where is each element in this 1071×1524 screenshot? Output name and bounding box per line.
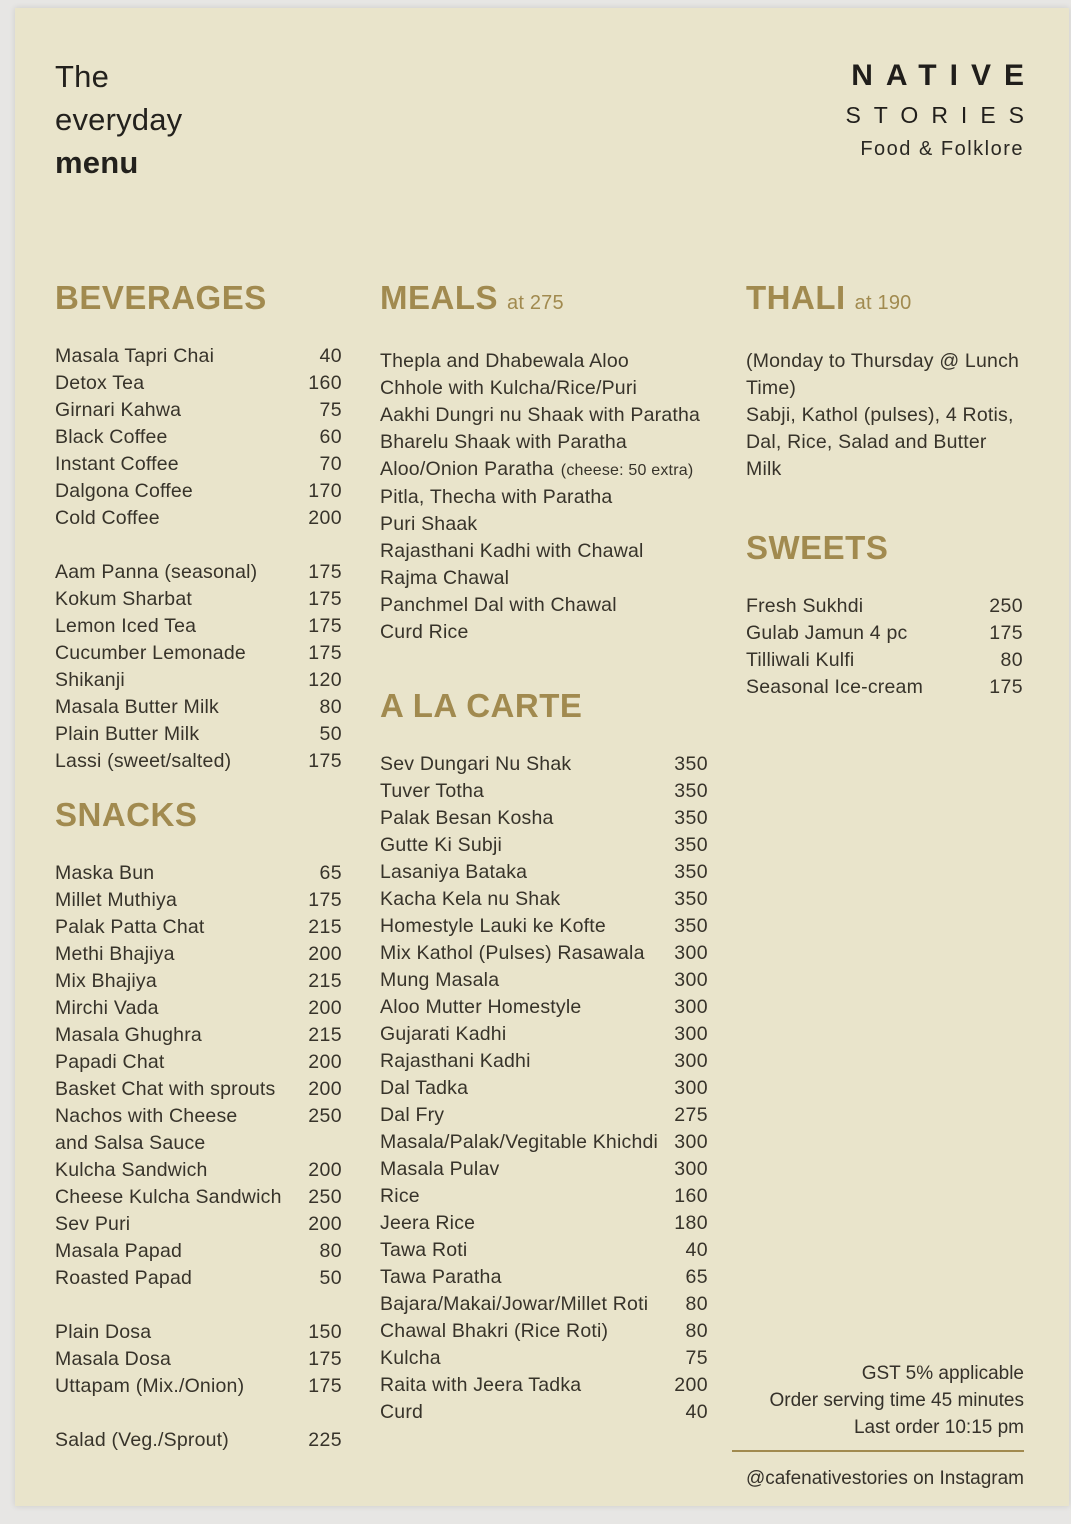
- item-price: 200: [674, 1374, 708, 1396]
- menu-item: [380, 832, 708, 859]
- menu-item: [380, 592, 708, 619]
- item-price: 40: [685, 1239, 708, 1261]
- item-price: 350: [674, 915, 708, 937]
- item-name: Palak Patta Chat: [55, 916, 205, 938]
- menu-item: [55, 914, 342, 941]
- menu-item: [380, 913, 708, 940]
- item-price: 80: [1000, 649, 1023, 671]
- item-name: Lassi (sweet/salted): [55, 750, 232, 772]
- item-name: Basket Chat with sprouts: [55, 1078, 276, 1100]
- section-title-alacarte: A LA CARTE: [380, 687, 583, 724]
- menu-item: [55, 887, 342, 914]
- thali-description-line: Dal, Rice, Salad and Butter Milk: [746, 431, 987, 480]
- item-price: 300: [674, 942, 708, 964]
- thali-description-line: Sabji, Kathol (pulses), 4 Rotis,: [746, 404, 1014, 426]
- section-title-meals: [380, 278, 708, 323]
- menu-item: [55, 370, 342, 397]
- page-header: [55, 55, 1037, 184]
- item-name: Rajasthani Kadhi: [380, 1050, 531, 1072]
- section-title-snacks: SNACKS: [55, 796, 198, 833]
- menu-item: [380, 994, 708, 1021]
- item-name: Plain Butter Milk: [55, 723, 200, 745]
- menu-title-line: The: [55, 59, 110, 94]
- item-price: 50: [319, 723, 342, 745]
- menu-item: [746, 647, 1023, 674]
- menu-item: [55, 1076, 342, 1103]
- item-price: 175: [989, 676, 1023, 698]
- menu-item: [380, 1264, 708, 1291]
- item-name: Chawal Bhakri (Rice Roti): [380, 1320, 609, 1342]
- item-name: Girnari Kahwa: [55, 399, 182, 421]
- brand-tagline: Food & Folklore: [860, 138, 1024, 160]
- item-price: 175: [308, 588, 342, 610]
- item-name: Panchmel Dal with Chawal: [380, 594, 617, 616]
- item-price: 80: [319, 696, 342, 718]
- menu-item: [55, 1022, 342, 1049]
- item-price: 200: [308, 1051, 342, 1073]
- menu-item: [380, 1183, 708, 1210]
- item-name: Rajasthani Kadhi with Chawal: [380, 540, 644, 562]
- item-price: 50: [319, 1267, 342, 1289]
- brand-name-primary: NATIVE: [851, 59, 1037, 92]
- item-price: 75: [685, 1347, 708, 1369]
- item-name: Black Coffee: [55, 426, 168, 448]
- item-price: 175: [308, 615, 342, 637]
- item-price: 300: [674, 1050, 708, 1072]
- menu-item: [380, 1291, 708, 1318]
- menu-item: [746, 674, 1023, 701]
- item-price: 60: [319, 426, 342, 448]
- menu-title-line: everyday: [55, 102, 183, 137]
- menu-item: [55, 1157, 342, 1184]
- menu-item: [380, 348, 708, 375]
- menu-item: [55, 1346, 342, 1373]
- item-name: Lemon Iced Tea: [55, 615, 197, 637]
- item-price: 160: [308, 372, 342, 394]
- menu-item: [746, 593, 1023, 620]
- sweets-list: [746, 593, 1023, 701]
- item-name: Masala/Palak/Vegitable Khichdi: [380, 1131, 659, 1153]
- item-name: Bajara/Makai/Jowar/Millet Roti: [380, 1293, 649, 1315]
- item-price: 175: [308, 642, 342, 664]
- snacks-list-1: [55, 860, 342, 1292]
- item-name: Gujarati Kadhi: [380, 1023, 507, 1045]
- footer-note-line: Last order 10:15 pm: [853, 1417, 1024, 1438]
- item-price: 300: [674, 1077, 708, 1099]
- footer-note-line: GST 5% applicable: [861, 1363, 1024, 1384]
- thali-description-line: (Monday to Thursday @ Lunch Time): [746, 350, 1020, 399]
- menu-item: [380, 967, 708, 994]
- footer-notes: [732, 1360, 1024, 1441]
- item-price: 200: [308, 1159, 342, 1181]
- item-price: 215: [308, 916, 342, 938]
- item-price: 65: [685, 1266, 708, 1288]
- item-name: Tilliwali Kulfi: [746, 649, 855, 671]
- menu-item: [380, 1210, 708, 1237]
- section-title-text: MEALS: [380, 279, 498, 316]
- item-price: 300: [674, 1158, 708, 1180]
- menu-item: [55, 1265, 342, 1292]
- item-name: Aam Panna (seasonal): [55, 561, 258, 583]
- item-price: 350: [674, 807, 708, 829]
- menu-item: [55, 424, 342, 451]
- item-name: Tawa Roti: [380, 1239, 468, 1261]
- menu-item: [55, 478, 342, 505]
- item-name: Mung Masala: [380, 969, 500, 991]
- menu-item: [55, 1211, 342, 1238]
- menu-item: [380, 940, 708, 967]
- section-title-sweets: SWEETS: [746, 529, 889, 566]
- item-name: Mix Bhajiya: [55, 970, 157, 992]
- section-title-text: THALI: [746, 279, 846, 316]
- menu-item: [380, 1129, 708, 1156]
- item-price: 250: [308, 1186, 342, 1208]
- menu-item: [55, 941, 342, 968]
- item-name: Millet Muthiya: [55, 889, 177, 911]
- menu-item: [380, 1102, 708, 1129]
- menu-item: [380, 1399, 708, 1426]
- item-name: and Salsa Sauce: [55, 1132, 206, 1154]
- menu-item: [55, 1319, 342, 1346]
- item-name: Gulab Jamun 4 pc: [746, 622, 908, 644]
- menu-item: [380, 429, 708, 456]
- item-price: 200: [308, 997, 342, 1019]
- item-name: Cucumber Lemonade: [55, 642, 246, 664]
- group-spacer: [55, 1400, 342, 1427]
- item-name: Rice: [380, 1185, 420, 1207]
- item-name: Uttapam (Mix./Onion): [55, 1375, 245, 1397]
- item-price: 350: [674, 888, 708, 910]
- section-price-note: at 190: [854, 292, 912, 314]
- group-spacer: [55, 532, 342, 559]
- section-title-thali: [746, 278, 1023, 323]
- item-note: (cheese: 50 extra): [560, 462, 694, 479]
- item-name: Seasonal Ice-cream: [746, 676, 924, 698]
- menu-item: [380, 538, 708, 565]
- menu-page: [15, 8, 1069, 1506]
- item-name: Mirchi Vada: [55, 997, 159, 1019]
- item-name: Dal Fry: [380, 1104, 445, 1126]
- item-name: Bharelu Shaak with Paratha: [380, 431, 627, 453]
- menu-item: [55, 640, 342, 667]
- item-name: Tawa Paratha: [380, 1266, 502, 1288]
- menu-item: [380, 1372, 708, 1399]
- snacks-list-2: [55, 1319, 342, 1400]
- item-name: Masala Dosa: [55, 1348, 172, 1370]
- footer-divider: [732, 1450, 1024, 1452]
- menu-item: [55, 613, 342, 640]
- item-name: Roasted Papad: [55, 1267, 193, 1289]
- item-price: 275: [674, 1104, 708, 1126]
- item-price: 175: [308, 750, 342, 772]
- thali-description: [746, 348, 1023, 483]
- item-price: 300: [674, 969, 708, 991]
- item-price: 350: [674, 861, 708, 883]
- item-price: 170: [308, 480, 342, 502]
- meals-list: [380, 348, 708, 646]
- item-name: Homestyle Lauki ke Kofte: [380, 915, 606, 937]
- item-price: 80: [319, 1240, 342, 1262]
- item-name: Thepla and Dhabewala Aloo: [380, 350, 629, 372]
- item-name: Puri Shaak: [380, 513, 478, 535]
- item-name: Cold Coffee: [55, 507, 160, 529]
- alacarte-list: [380, 751, 708, 1426]
- item-price: 160: [674, 1185, 708, 1207]
- menu-item: [380, 402, 708, 429]
- item-name: Aakhi Dungri nu Shaak with Paratha: [380, 404, 701, 426]
- item-price: 175: [308, 561, 342, 583]
- item-name: Masala Tapri Chai: [55, 345, 215, 367]
- column-left: [55, 278, 342, 1454]
- item-price: 175: [308, 1375, 342, 1397]
- menu-item: [380, 751, 708, 778]
- item-price: 75: [319, 399, 342, 421]
- menu-item: [55, 1130, 342, 1157]
- item-price: 215: [308, 970, 342, 992]
- section-price-note: at 275: [507, 292, 564, 314]
- menu-item: [380, 805, 708, 832]
- brand-logo: [845, 55, 1037, 165]
- item-name: Kulcha: [380, 1347, 441, 1369]
- item-price: 300: [674, 996, 708, 1018]
- menu-item: [380, 619, 708, 646]
- instagram-handle: @cafenativestories on Instagram: [745, 1468, 1024, 1489]
- item-name: Cheese Kulcha Sandwich: [55, 1186, 282, 1208]
- item-price: 300: [674, 1023, 708, 1045]
- menu-item: [55, 1049, 342, 1076]
- item-name: Kulcha Sandwich: [55, 1159, 208, 1181]
- menu-item: [380, 886, 708, 913]
- menu-item: [380, 778, 708, 805]
- menu-item: [380, 859, 708, 886]
- menu-item: [380, 1318, 708, 1345]
- item-price: 300: [674, 1131, 708, 1153]
- menu-item: [55, 721, 342, 748]
- column-middle: [380, 278, 708, 1454]
- menu-item: [380, 375, 708, 402]
- item-price: 250: [989, 595, 1023, 617]
- item-name: Lasaniya Bataka: [380, 861, 528, 883]
- beverages-list-2: [55, 559, 342, 775]
- item-price: 200: [308, 1213, 342, 1235]
- menu-item: [55, 748, 342, 775]
- menu-title-line: menu: [55, 145, 139, 180]
- menu-item: [380, 1075, 708, 1102]
- item-name: Dalgona Coffee: [55, 480, 193, 502]
- item-price: 65: [319, 862, 342, 884]
- item-price: 350: [674, 753, 708, 775]
- item-name: Papadi Chat: [55, 1051, 165, 1073]
- menu-item: [380, 565, 708, 592]
- menu-item: [746, 620, 1023, 647]
- item-name: Palak Besan Kosha: [380, 807, 554, 829]
- menu-item: [380, 484, 708, 511]
- menu-item: [380, 456, 708, 484]
- menu-item: [380, 511, 708, 538]
- item-name: Instant Coffee: [55, 453, 179, 475]
- item-name: Shikanji: [55, 669, 125, 691]
- menu-item: [55, 694, 342, 721]
- item-name: Tuver Totha: [380, 780, 485, 802]
- item-name: Rajma Chawal: [380, 567, 510, 589]
- menu-item: [380, 1156, 708, 1183]
- item-name: Masala Pulav: [380, 1158, 500, 1180]
- section-title-beverages: BEVERAGES: [55, 279, 267, 316]
- item-price: 225: [308, 1429, 342, 1451]
- item-price: 350: [674, 834, 708, 856]
- item-price: 200: [308, 1078, 342, 1100]
- menu-item: [380, 1345, 708, 1372]
- item-name: Jeera Rice: [380, 1212, 476, 1234]
- menu-item: [55, 1238, 342, 1265]
- brand-name-secondary: STORIES: [845, 102, 1037, 128]
- footer: [732, 1360, 1024, 1492]
- menu-item: [55, 559, 342, 586]
- item-price: 350: [674, 780, 708, 802]
- item-price: 250: [308, 1105, 342, 1127]
- menu-item: [380, 1021, 708, 1048]
- group-spacer: [55, 1292, 342, 1319]
- item-price: 180: [674, 1212, 708, 1234]
- item-price: 70: [319, 453, 342, 475]
- item-price: 175: [989, 622, 1023, 644]
- item-name: Aloo/Onion Paratha: [380, 458, 554, 480]
- menu-columns: [55, 278, 1024, 1454]
- item-name: Salad (Veg./Sprout): [55, 1429, 229, 1451]
- menu-item: [55, 667, 342, 694]
- item-price: 215: [308, 1024, 342, 1046]
- menu-item: [55, 968, 342, 995]
- snacks-list-3: [55, 1427, 342, 1454]
- item-name: Raita with Jeera Tadka: [380, 1374, 582, 1396]
- item-name: Chhole with Kulcha/Rice/Puri: [380, 377, 638, 399]
- beverages-list-1: [55, 343, 342, 532]
- menu-item: [55, 505, 342, 532]
- item-price: 175: [308, 1348, 342, 1370]
- menu-title: [55, 55, 182, 184]
- item-name: Detox Tea: [55, 372, 145, 394]
- item-name: Curd: [380, 1401, 424, 1423]
- item-name: Dal Tadka: [380, 1077, 469, 1099]
- item-name: Sev Dungari Nu Shak: [380, 753, 572, 775]
- item-price: 80: [685, 1320, 708, 1342]
- item-price: 200: [308, 943, 342, 965]
- menu-item: [55, 1373, 342, 1400]
- item-price: 120: [308, 669, 342, 691]
- menu-item: [55, 860, 342, 887]
- item-price: 40: [319, 345, 342, 367]
- item-name: Curd Rice: [380, 621, 469, 643]
- menu-item: [55, 343, 342, 370]
- item-name: Masala Ghughra: [55, 1024, 202, 1046]
- item-name: Gutte Ki Subji: [380, 834, 503, 856]
- item-name: Kacha Kela nu Shak: [380, 888, 561, 910]
- menu-item: [380, 1237, 708, 1264]
- menu-item: [55, 451, 342, 478]
- item-name: Methi Bhajiya: [55, 943, 175, 965]
- item-price: 150: [308, 1321, 342, 1343]
- item-price: 175: [308, 889, 342, 911]
- item-name: Masala Butter Milk: [55, 696, 219, 718]
- menu-item: [55, 995, 342, 1022]
- footer-note-line: Order serving time 45 minutes: [769, 1390, 1024, 1411]
- item-name: Aloo Mutter Homestyle: [380, 996, 582, 1018]
- menu-item: [55, 586, 342, 613]
- menu-item: [55, 1427, 342, 1454]
- item-name: Sev Puri: [55, 1213, 131, 1235]
- item-price: 80: [685, 1293, 708, 1315]
- item-name: Plain Dosa: [55, 1321, 152, 1343]
- item-name: Kokum Sharbat: [55, 588, 193, 610]
- item-name: Masala Papad: [55, 1240, 183, 1262]
- menu-item: [380, 1048, 708, 1075]
- item-price: 40: [685, 1401, 708, 1423]
- column-right: [746, 278, 1023, 1454]
- menu-item: [55, 1103, 342, 1130]
- item-name: Maska Bun: [55, 862, 155, 884]
- menu-item: [55, 397, 342, 424]
- item-name: Fresh Sukhdi: [746, 595, 864, 617]
- item-name: Nachos with Cheese: [55, 1105, 238, 1127]
- item-name: Pitla, Thecha with Paratha: [380, 486, 613, 508]
- menu-item: [55, 1184, 342, 1211]
- item-name: Mix Kathol (Pulses) Rasawala: [380, 942, 645, 964]
- item-price: 200: [308, 507, 342, 529]
